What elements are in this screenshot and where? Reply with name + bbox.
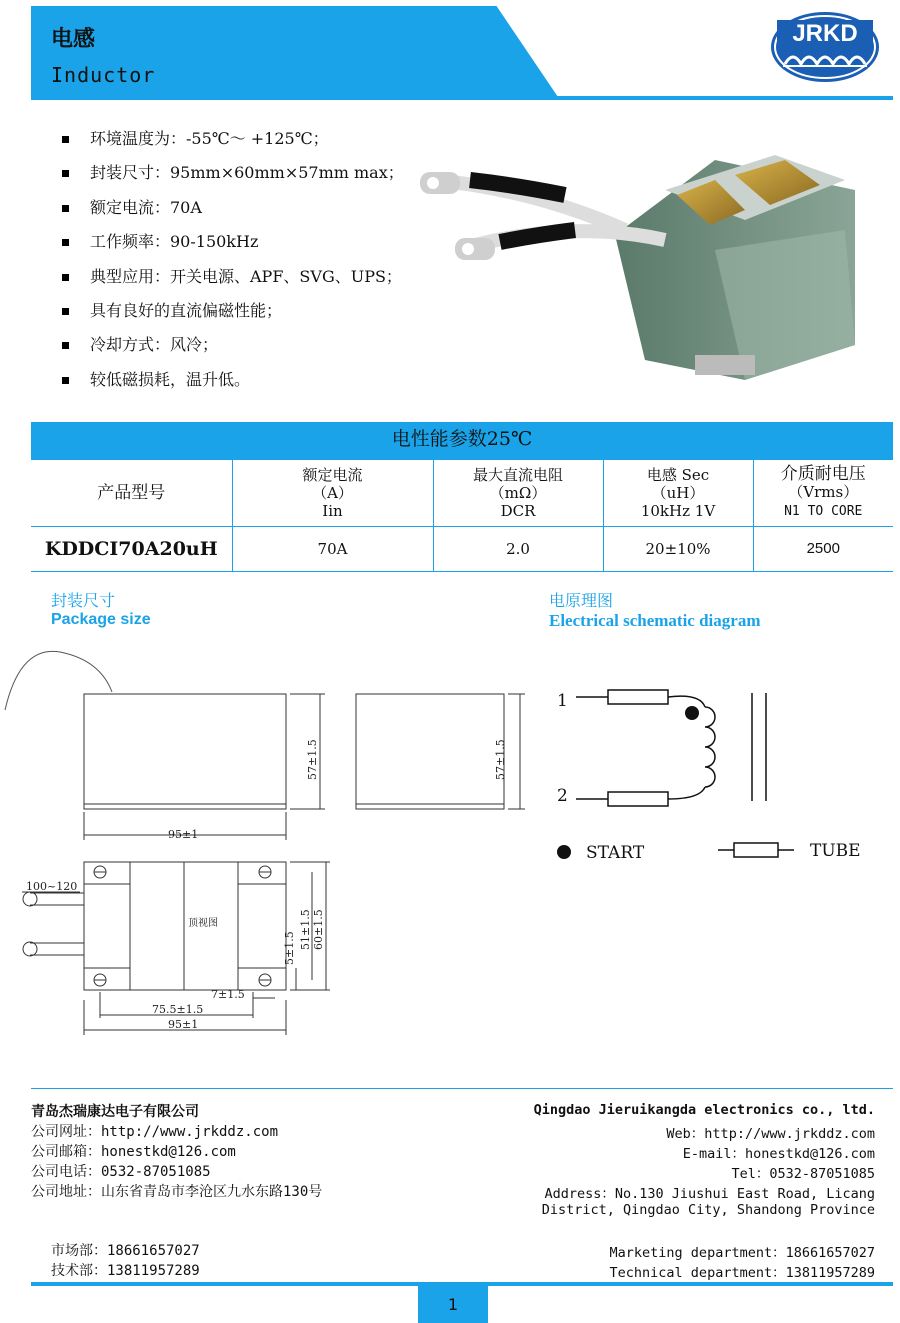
table-cell: 2500 xyxy=(753,527,893,572)
product-photo xyxy=(415,150,865,385)
company-name-en: Qingdao Jieruikangda electronics co., ltd. xyxy=(533,1102,875,1118)
address-en-1: Address：No.130 Jiushui East Road, Licang xyxy=(544,1186,875,1202)
schematic-title-cn: 电原理图 xyxy=(549,591,614,610)
market-en: Marketing department：18661657027 xyxy=(609,1245,875,1261)
schematic-title-en: Electrical schematic diagram xyxy=(549,611,761,630)
table-cell: 70A xyxy=(232,527,433,572)
feature-item: 额定电流：70A xyxy=(62,195,482,229)
start-legend-icon xyxy=(557,845,571,859)
model-cell: KDDCI70A20uH xyxy=(31,527,232,572)
col-header: 最大直流电阻 （mΩ） DCR xyxy=(433,460,603,527)
col-header: 介质耐电压 （Vrms） N1 TO CORE xyxy=(753,460,893,527)
tube-legend-label: TUBE xyxy=(810,841,861,861)
dim-height-side: 57±1.5 xyxy=(494,739,507,780)
dim-75: 75.5±1.5 xyxy=(152,1003,204,1016)
col-header: 额定电流 （A） Iin xyxy=(232,460,433,527)
phone-en: Tel：0532-87051085 xyxy=(731,1166,875,1182)
dim-5: 5±1.5 xyxy=(283,931,296,965)
dim-60: 60±1.5 xyxy=(312,909,325,950)
dim-width-front: 95±1 xyxy=(168,828,199,841)
website-en: Web：http://www.jrkddz.com xyxy=(666,1126,875,1142)
spec-table xyxy=(31,460,893,572)
market-cn: 市场部：18661657027 xyxy=(51,1243,200,1259)
table-cell: 2.0 xyxy=(433,527,603,572)
email-en: E-mail：honestkd@126.com xyxy=(682,1146,875,1162)
logo-text: JRKD xyxy=(792,20,858,47)
dim-51: 51±1.5 xyxy=(299,909,312,950)
company-name-cn: 青岛杰瑞康达电子有限公司 xyxy=(31,1104,199,1120)
table-cell: 20±10% xyxy=(603,527,753,572)
dim-height-front: 57±1.5 xyxy=(306,739,319,780)
feature-item: 较低磁损耗，温升低。 xyxy=(62,367,482,401)
top-view-label: 顶视图 xyxy=(188,918,218,929)
page-title-en: Inductor xyxy=(51,63,156,87)
dim-width-top: 95±1 xyxy=(168,1018,199,1031)
package-drawing xyxy=(0,640,540,1040)
col-header: 电感 Sec （uH） 10kHz 1V xyxy=(603,460,753,527)
pin-1-label: 1 xyxy=(557,691,568,711)
start-dot-icon xyxy=(685,706,699,720)
pin-2-label: 2 xyxy=(557,786,568,806)
email-cn: 公司邮箱：honestkd@126.com xyxy=(31,1144,236,1160)
address-en-2: District, Qingdao City, Shandong Province xyxy=(541,1202,875,1218)
footer-rule xyxy=(31,1088,893,1089)
package-title-cn: 封装尺寸 xyxy=(51,591,116,610)
schematic-diagram xyxy=(540,675,890,875)
feature-item: 具有良好的直流偏磁性能； xyxy=(62,298,482,332)
dim-7: 7±1.5 xyxy=(211,988,245,1001)
phone-cn: 公司电话：0532-87051085 xyxy=(31,1164,211,1180)
feature-item: 工作频率：90-150kHz xyxy=(62,229,482,263)
tech-cn: 技术部：13811957289 xyxy=(51,1263,200,1279)
feature-item: 典型应用：开关电源、APF、SVG、UPS； xyxy=(62,264,482,298)
page-number: 1 xyxy=(418,1286,488,1323)
start-legend-label: START xyxy=(586,843,645,863)
website-cn: 公司网址：http://www.jrkddz.com xyxy=(31,1124,279,1140)
page-title-cn: 电感 xyxy=(51,27,96,52)
company-logo xyxy=(769,10,881,84)
feature-item: 环境温度为：-55℃～ +125℃； xyxy=(62,126,482,160)
tech-en: Technical department：13811957289 xyxy=(609,1265,875,1281)
spec-data-row xyxy=(31,527,893,572)
spec-title: 电性能参数25℃ xyxy=(391,428,533,450)
package-title-en: Package size xyxy=(51,611,151,628)
col-header: 产品型号 xyxy=(31,460,232,527)
feature-item: 封装尺寸：95mm×60mm×57mm max； xyxy=(62,160,482,194)
address-cn: 公司地址：山东省青岛市李沧区九水东路130号 xyxy=(31,1184,323,1200)
header-rule xyxy=(31,96,893,100)
dim-lead: 100~120 xyxy=(26,880,78,893)
spec-header-row xyxy=(31,460,893,527)
feature-item: 冷却方式：风冷； xyxy=(62,332,482,366)
